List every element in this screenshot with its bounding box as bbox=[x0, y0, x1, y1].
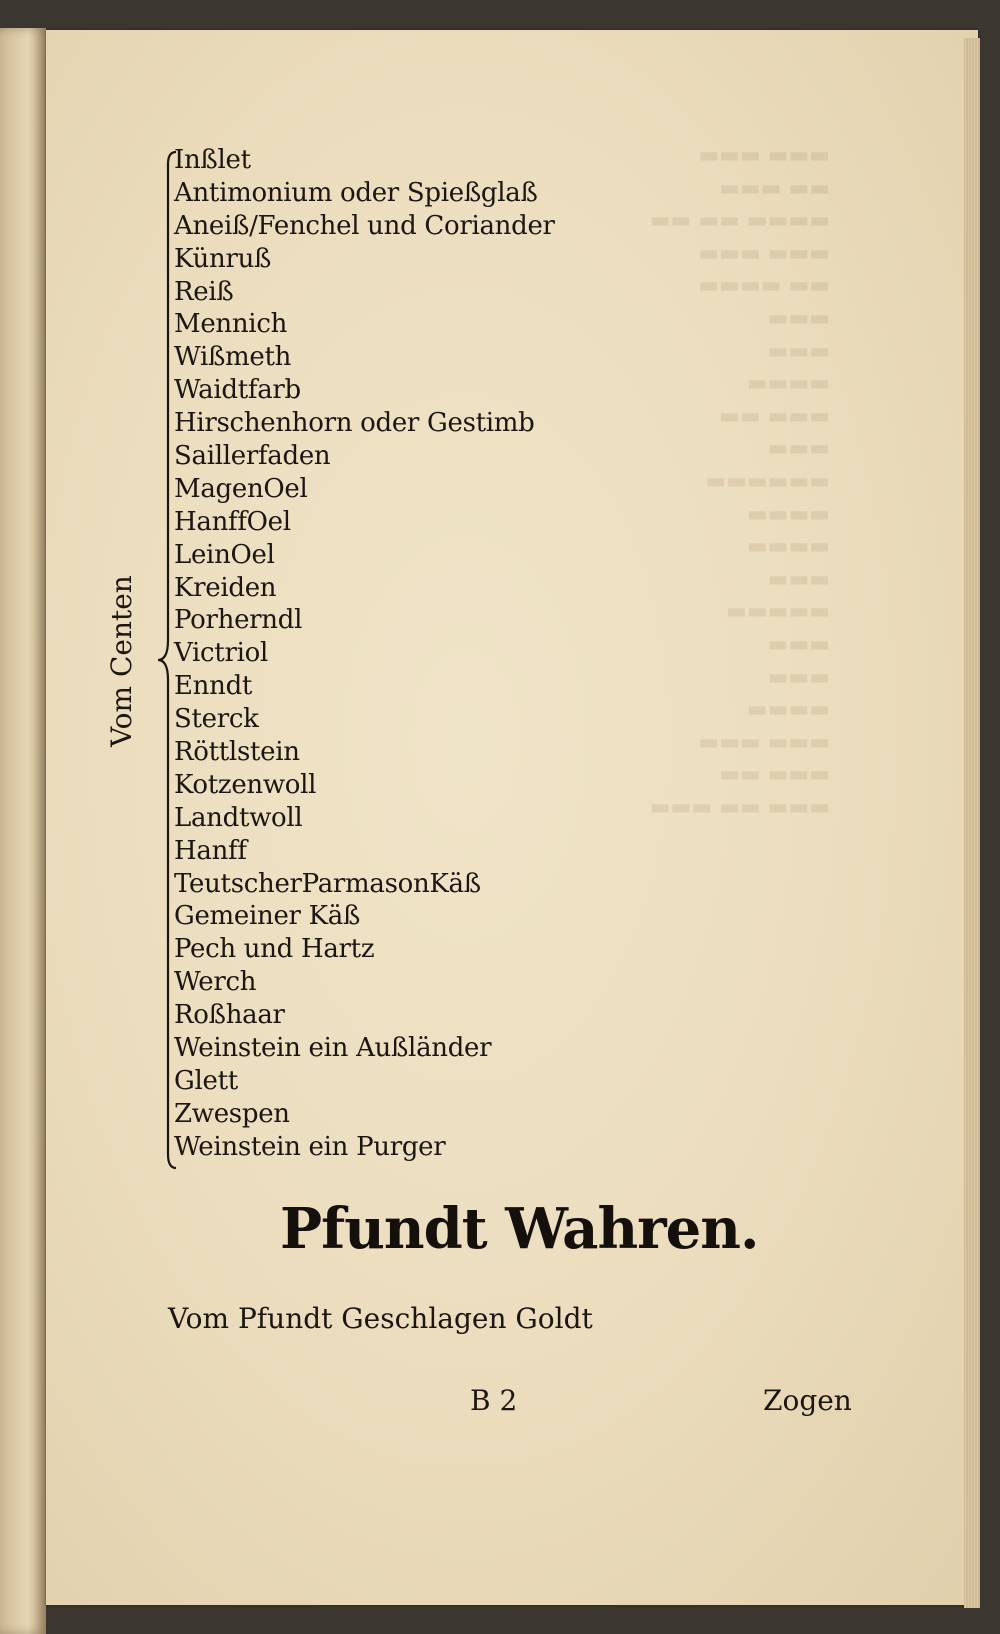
list-item: Pech und Hartz bbox=[174, 934, 375, 965]
signature-mark: B 2 bbox=[470, 1384, 518, 1417]
list-item: Waidtfarb bbox=[174, 375, 301, 406]
list-item: Kreiden bbox=[174, 572, 277, 603]
list-item: Aneiß/Fenchel und Coriander bbox=[174, 210, 555, 241]
list-item: Reiß bbox=[174, 276, 234, 307]
list-item: Kotzenwoll bbox=[174, 769, 317, 800]
list-item: Weinstein ein Purger bbox=[174, 1131, 446, 1162]
section-heading: Pfundt Wahren. bbox=[280, 1196, 759, 1262]
side-label-text: Vom Centen bbox=[105, 575, 138, 747]
page-fore-edge bbox=[964, 38, 980, 1608]
list-item: Gemeiner Käß bbox=[174, 901, 361, 932]
list-item: Mennich bbox=[174, 309, 288, 340]
list-item: HanffOel bbox=[174, 506, 291, 537]
list-item: Hirschenhorn oder Gestimb bbox=[174, 408, 535, 439]
list-item: Wißmeth bbox=[174, 342, 292, 373]
list-item: Zwespen bbox=[174, 1098, 290, 1129]
list-item: Enndt bbox=[174, 671, 253, 702]
list-item: LeinOel bbox=[174, 539, 275, 570]
curly-brace bbox=[154, 150, 178, 1170]
list-item: Saillerfaden bbox=[174, 441, 331, 472]
list-item: Victriol bbox=[174, 638, 268, 669]
list-item: MagenOel bbox=[174, 473, 308, 504]
list-item: Röttlstein bbox=[174, 737, 300, 768]
list-item: Künruß bbox=[174, 243, 272, 274]
list-item: Hanff bbox=[174, 835, 247, 866]
facing-page-edge bbox=[0, 28, 46, 1634]
list-item: Weinstein ein Außländer bbox=[174, 1033, 492, 1064]
catchword: Zogen bbox=[763, 1384, 852, 1417]
list-item: Inßlet bbox=[174, 145, 251, 175]
first-entry: Vom Pfundt Geschlagen Goldt bbox=[168, 1302, 593, 1335]
list-item: Glett bbox=[174, 1065, 238, 1096]
list-item: Werch bbox=[174, 967, 257, 998]
show-through-text: ▬▬▬ ▬▬▬ ▬▬ ▬▬▬ ▬▬▬▬ ▬▬ ▬▬ ▬▬▬ ▬▬▬ ▬▬ ▬▬▬▬ ▬▬▬ ▬▬▬ ▬▬▬▬ ▬▬▬ ▬▬ ▬▬▬ ▬▬▬▬▬▬ ▬▬▬▬ ▬▬▬▬ ▬▬▬ ▬▬▬▬▬ ▬▬▬ ▬▬▬ ▬▬▬▬ ▬▬▬ ▬▬▬ ▬▬▬ ▬▬ ▬▬▬ ▬▬ ▬▬▬ bbox=[649, 143, 830, 820]
list-item: Landtwoll bbox=[174, 802, 303, 833]
list-item: Sterck bbox=[174, 704, 259, 735]
list-item: TeutscherParmasonKäß bbox=[174, 868, 481, 899]
goods-list bbox=[174, 144, 555, 1164]
list-item: Antimonium oder Spießglaß bbox=[174, 177, 538, 208]
list-item: Roßhaar bbox=[174, 1000, 285, 1031]
list-item: Porherndl bbox=[174, 605, 303, 636]
